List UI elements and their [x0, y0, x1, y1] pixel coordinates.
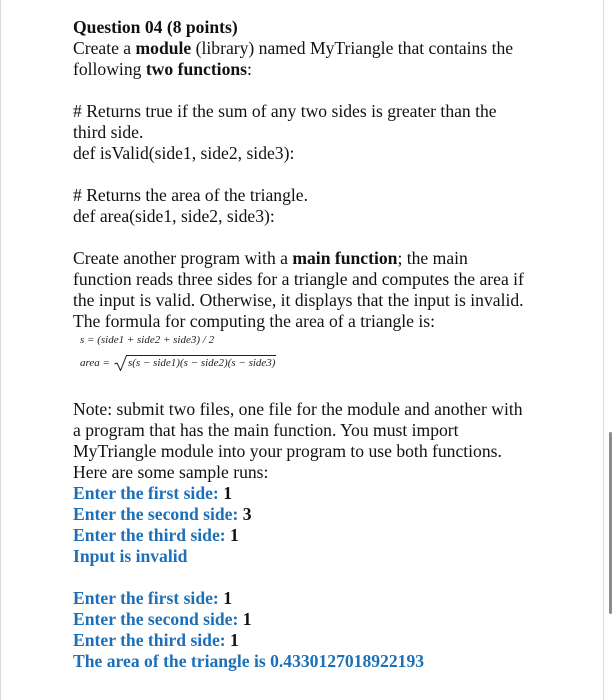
area-definition: def area(side1, side2, side3):	[73, 206, 275, 226]
square-root	[114, 355, 277, 371]
run1-value-first-side: 1	[223, 483, 232, 503]
area-formula	[80, 355, 563, 371]
run1-prompt-third-side: Enter the third side: 1	[73, 525, 239, 545]
main-para-line-2: function reads three sides for a triangle and computes the area if	[73, 269, 524, 289]
run1-result: Input is invalid	[73, 546, 188, 566]
question-document	[73, 17, 563, 672]
radical-sign-icon	[114, 355, 127, 371]
intro-line-1: Create a module (library) named MyTriangle that contains the	[73, 38, 514, 58]
run2-prompt-second-side: Enter the second side: 1	[73, 609, 252, 629]
module-keyword: module	[135, 38, 192, 58]
run2-result: The area of the triangle is 0.4330127018922193	[73, 651, 425, 671]
area-formula-lhs: area =	[80, 356, 110, 369]
run1-value-third-side: 1	[230, 525, 239, 545]
semi-perimeter-formula: s = (side1 + side2 + side3) / 2	[80, 334, 215, 346]
note-line-1: Note: submit two files, one file for the module and another with	[73, 399, 523, 419]
run1-prompt-first-side: Enter the first side: 1	[73, 483, 232, 503]
run2-value-third-side: 1	[230, 630, 239, 650]
main-para-line-3: the input is valid. Otherwise, it displays that the input is invalid.	[73, 290, 524, 310]
main-para-line-1: Create another program with a main function; the main	[73, 248, 468, 268]
run2-value-second-side: 1	[242, 609, 252, 629]
two-functions-keyword: two functions	[145, 59, 248, 79]
isvalid-comment-line-2: third side.	[73, 122, 144, 142]
question-title: Question 04 (8 points)	[73, 17, 238, 37]
isvalid-definition: def isValid(side1, side2, side3):	[73, 143, 295, 163]
area-formula-radicand: s(s − side1)(s − side2)(s − side3)	[127, 357, 276, 369]
note-line-2: a program that has the main function. You must import	[73, 420, 459, 440]
isvalid-comment-line-1: # Returns true if the sum of any two sides is greater than the	[73, 101, 497, 121]
run2-prompt-third-side: Enter the third side: 1	[73, 630, 239, 650]
main-para-line-4: The formula for computing the area of a triangle is:	[73, 311, 436, 331]
intro-line-2: following two functions:	[73, 59, 252, 79]
note-line-3: MyTriangle module into your program to use both functions.	[73, 441, 502, 461]
run1-value-second-side: 3	[242, 504, 252, 524]
run2-prompt-first-side: Enter the first side: 1	[73, 588, 232, 608]
scrollbar[interactable]	[609, 432, 612, 614]
run1-prompt-second-side: Enter the second side: 3	[73, 504, 252, 524]
run2-value-first-side: 1	[223, 588, 232, 608]
left-border	[0, 0, 1, 700]
area-comment: # Returns the area of the triangle.	[73, 185, 308, 205]
main-function-keyword: main function	[292, 248, 398, 268]
note-line-4: Here are some sample runs:	[73, 462, 269, 482]
right-border	[603, 0, 604, 700]
